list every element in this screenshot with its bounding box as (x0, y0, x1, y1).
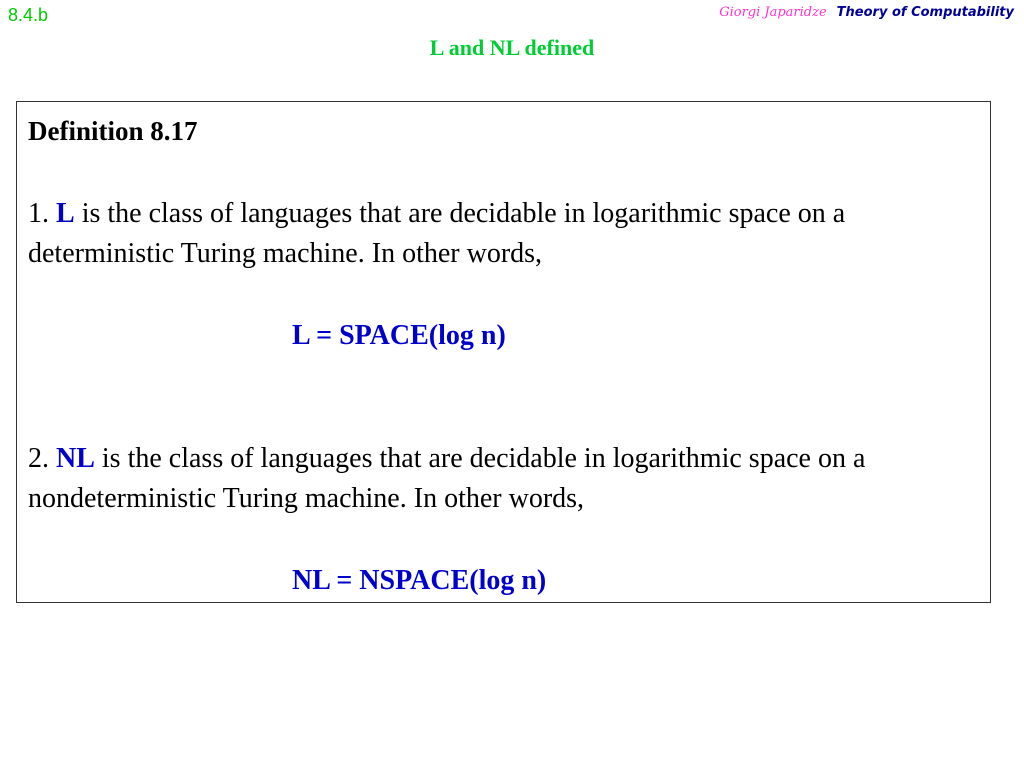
item-1-text: is the class of languages that are decidable in logarithmic space on a deterministic Turing machine. In other words, (28, 198, 846, 269)
course-name: Theory of Computability (836, 5, 1014, 20)
slide-number: 8.4.b (8, 5, 49, 25)
item-2-text: is the class of languages that are decidable in logarithmic space on a nondeterministic Turing machine. In other words, (28, 443, 866, 514)
item-1-number: 1. (28, 198, 56, 229)
author-name: Giorgi Japaridze (719, 5, 827, 20)
formula-l: L = SPACE(log n) (292, 320, 506, 351)
item-2-term: NL (56, 443, 95, 474)
definition-box (16, 101, 991, 603)
author-course-line (719, 3, 1014, 22)
slide-title: L and NL defined (429, 35, 595, 60)
definition-item-2 (28, 439, 988, 519)
item-2-number: 2. (28, 443, 56, 474)
definition-item-1 (28, 194, 988, 274)
definition-heading: Definition 8.17 (28, 116, 198, 146)
formula-nl: NL = NSPACE(log n) (292, 565, 547, 596)
item-1-term: L (56, 198, 75, 229)
